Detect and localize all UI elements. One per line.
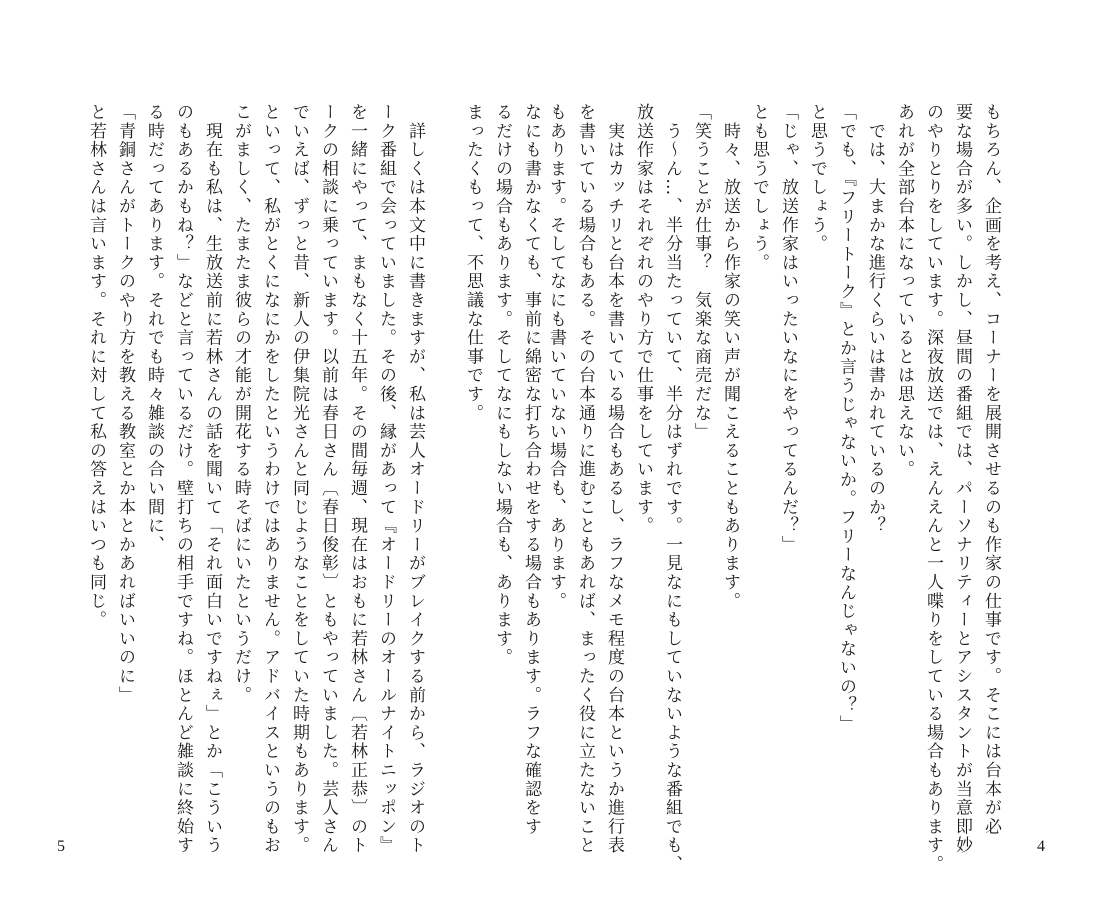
body-line: う～ん…、半分当たっていて、半分はずれです。一見なにもしていないような番組でも、	[662, 103, 682, 874]
body-line: を書いている場合もある。その台本通りに進むこともあれば、まったく役に立たないこと	[575, 103, 595, 855]
body-line: 実はカッチリと台本を書いている場合もあるし、ラフなメモ程度の台本というか進行表	[604, 103, 624, 855]
body-line: といって、私がとくになにかをしたというわけではありません。アドバイスというのもお	[260, 103, 280, 855]
body-line: 「青銅さんがトークのやり方を教える教室とか本とかあればいいのに」	[115, 103, 135, 705]
body-line: あれが全部台本になっているとは思えない。	[894, 103, 914, 479]
body-line: ーク番組で会っていました。その後、縁があって『オードリーのオールナイトニッポン』	[376, 103, 396, 855]
body-line: ークの相談に乗っています。以前は春日さん〔春日俊彰〕ともやっていました。芸人さん	[318, 103, 338, 855]
body-line: とも思うでしょう。	[749, 103, 769, 273]
body-line: と思うでしょう。	[807, 103, 827, 254]
body-line: では、大まかな進行くらいは書かれているのか？	[865, 103, 885, 536]
left-page-body	[81, 103, 545, 855]
body-line: でいえば、ずっと昔、新人の伊集院光さんと同じようなことをしていた時期もあります。	[289, 103, 309, 855]
body-line: る時だってあります。それでも時々雑談の合い間に、	[144, 103, 164, 555]
body-line: こがましく、たまたま彼らの才能が開花する時そばにいたというだけ。	[231, 103, 251, 705]
body-line: 現在も私は、生放送前に若林さんの話を聞いて「それ面白いですねぇ」とか「こういう	[202, 103, 222, 855]
body-line: を一緒にやって、まもなく十五年。その間毎週、現在はおもに若林さん〔若林正恭〕のト	[347, 103, 367, 855]
body-line: 「でも、『フリートーク』とか言うじゃないか。フリーなんじゃないの？」	[836, 103, 856, 734]
body-line: 「じゃ、放送作家はいったいなにをやってるんだ？」	[778, 103, 798, 555]
body-line: るだけの場合もあります。そしてなにもしない場合も、あります。	[492, 103, 512, 667]
body-line: のもあるかもね？」などと言っているだけ。壁打ちの相手ですね。ほとんど雑談に終始す	[173, 103, 193, 855]
body-line: 要な場合が多い。しかし、昼間の番組では、パーソナリティーとアシスタントが当意即妙	[952, 103, 972, 855]
body-line: まったくもって、不思議な仕事です。	[463, 103, 483, 423]
body-line: 時々、放送から作家の笑い声が聞こえることもあります。	[720, 103, 740, 611]
body-line: 「笑うことが仕事？ 気楽な商売だな」	[691, 103, 711, 442]
body-line: と若林さんは言います。それに対して私の答えはいつも同じ。	[86, 103, 106, 630]
body-line: もちろん、企画を考え、コーナーを展開させるのも作家の仕事です。そこには台本が必	[981, 103, 1001, 837]
blank-line	[429, 103, 458, 803]
body-line: 放送作家はそれぞれのやり方で仕事をしています。	[633, 103, 653, 536]
right-page	[546, 0, 1102, 898]
page-number: 4	[1037, 838, 1045, 855]
body-line: 詳しくは本文中に書きますが、私は芸人オードリーがブレイクする前から、ラジオのト	[405, 103, 425, 855]
page-number: 5	[57, 838, 65, 855]
body-line: もあります。そしてなにも書いていない場合も、あります。	[546, 103, 566, 611]
body-line: なにも書かなくても、事前に綿密な打ち合わせをする場合もあります。ラフな確認をす	[521, 103, 541, 837]
body-line: のやりとりをしています。深夜放送では、えんえんと一人喋りをしている場合もあります。	[923, 103, 943, 874]
right-page-body	[541, 103, 1005, 874]
